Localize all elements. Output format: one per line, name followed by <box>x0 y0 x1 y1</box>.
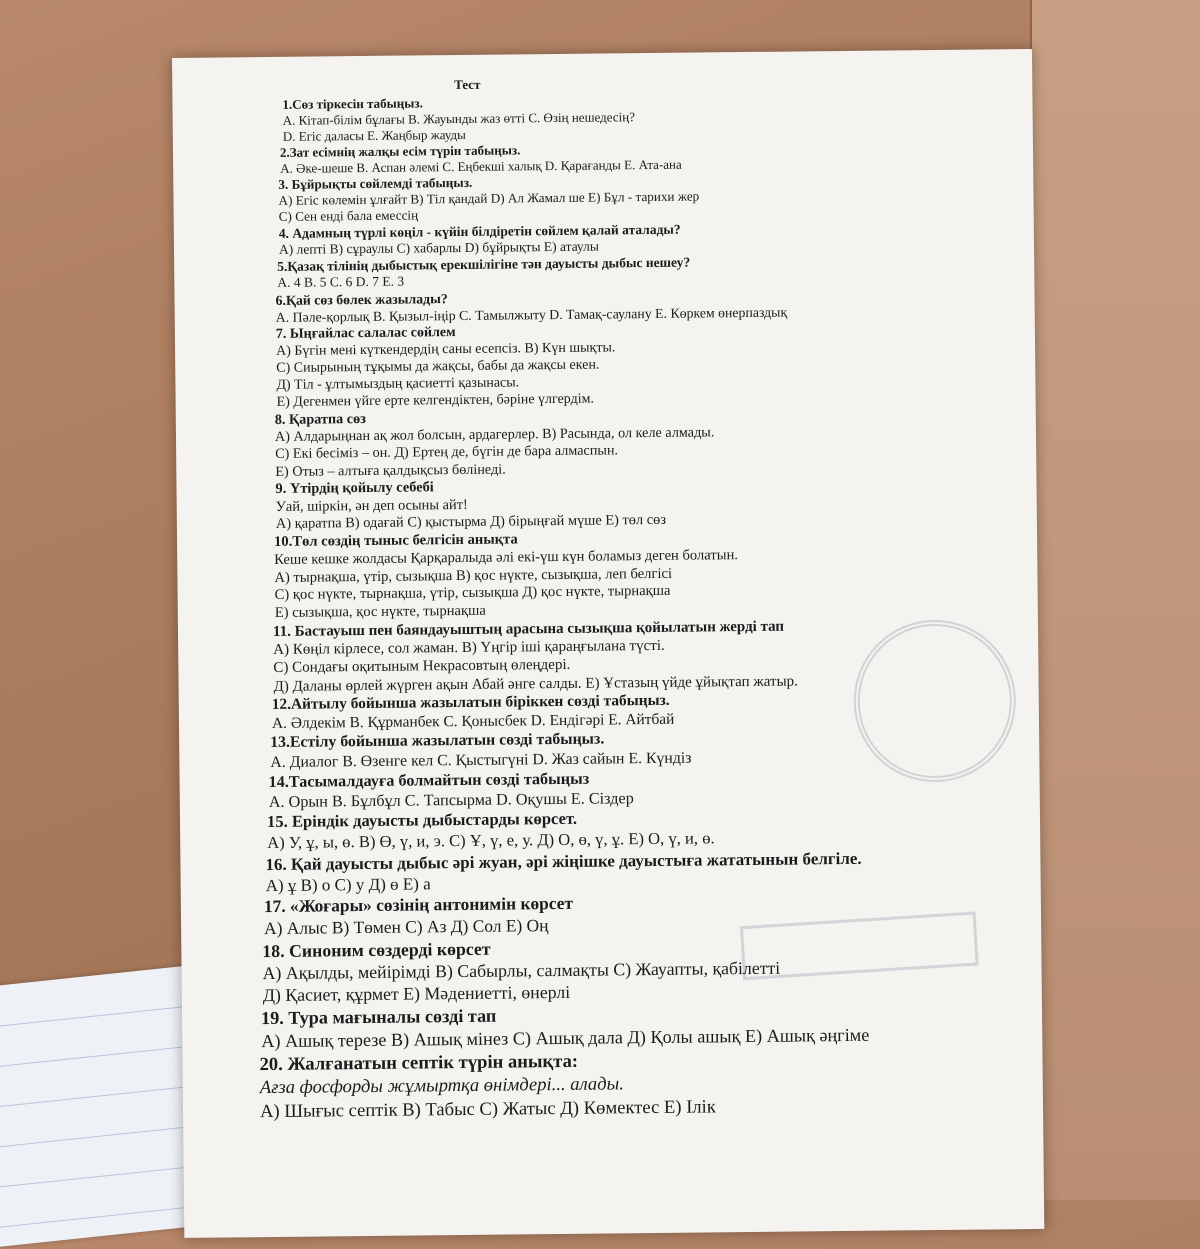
question-line: C) Сен енді бала емессің <box>278 207 419 225</box>
question-heading: 5.Қазақ тілінің дыбыстық ерекшілігіне тән дауысты дыбыс нешеу? <box>277 254 691 274</box>
question-line: A. Пәле-қорлық B. Қызыл-іңір C. Тамылжыту D. Тамақ-саулану E. Көркем өнерпаздық <box>275 304 788 325</box>
question-line: A) қаратпа B) одағай C) қыстырма Д) бірыңғай мүше E) төл сөз <box>275 512 667 533</box>
question-line: A. Әке-шеше B. Аспан әлемі C. Еңбекші халық D. Қарағанды E. Ата-ана <box>280 156 682 176</box>
question-1 <box>282 89 1012 145</box>
question-line: Д) Қасиет, құрмет E) Мәдениетті, өнерлі <box>262 982 571 1006</box>
question-line: A. Әлдекім B. Құрманбек C. Қонысбек D. Ендігәрі E. Айтбай <box>271 710 675 732</box>
question-heading: 15. Еріндік дауысты дыбыстарды көрсет. <box>266 809 578 832</box>
question-line: A) Шығыс септік B) Табыс C) Жатыс Д) Көмектес E) Ілік <box>259 1096 716 1123</box>
question-heading: 4. Адамның түрлі көңіл - күйін білдіретін сөйлем қалай аталады? <box>278 221 681 241</box>
question-line: Д) Даланы өрлей жүрген ақын Абай әнге салды. E) Ұстазың үйде ұйықтап жатыр. <box>273 673 798 695</box>
question-line: D. Егіс даласы E. Жаңбыр жауды <box>282 126 466 144</box>
question-line: A) Ашық терезе B) Ашық мінез C) Ашық дала Д) Қолы ашық E) Ашық әңгіме <box>261 1024 870 1051</box>
question-line: A) У, ұ, ы, ө. B) Ө, ү, и, э. C) Ұ, ү, е, у. Д) О, ө, ү, ұ. E) О, ү, и, ө. <box>267 828 715 853</box>
question-line: A) Бүгін мені күткендердің саны есепсіз. B) Күн шықты. <box>275 340 616 359</box>
question-heading: 18. Синоним сөздерді көрсет <box>262 938 491 961</box>
question-line: A) тырнақша, үтір, сызықша B) қос нүкте, сызықша, леп белгісі <box>274 565 673 586</box>
desk-edge <box>1030 0 1200 1200</box>
question-line: A. Орын B. Бұлбұл C. Тапсырма D. Оқушы E. Сіздер <box>268 789 634 812</box>
question-19 <box>261 999 1022 1053</box>
question-heading: 3. Бұйрықты сөйлемді табыңыз. <box>278 174 473 192</box>
question-heading: 2.Зат есімнің жалқы есім түрін табыңыз. <box>279 142 521 160</box>
question-10 <box>274 526 1018 623</box>
question-heading: 1.Сөз тіркесін табыңыз. <box>282 95 423 112</box>
question-line: Уай, шіркін, ән деп осыны айт! <box>275 496 468 515</box>
question-11 <box>273 615 1019 696</box>
question-line: A) Ақылды, мейірімді B) Сабырлы, салмақты C) Жауапты, қабілетті <box>262 957 781 984</box>
question-line: A. 4 B. 5 C. 6 D. 7 E. 3 <box>277 273 405 291</box>
question-7 <box>276 318 1016 412</box>
question-line: Кеше кешке жолдасы Қарқаралыда әлі екі-үш күн боламыз деген болатын. <box>274 546 739 568</box>
question-heading: 16. Қай дауысты дыбыс әрі жуан, әрі жіңішке дауыстыға жататынын белгіле. <box>265 848 862 874</box>
question-line: A) Көңіл кірлесе, сол жаман. B) Үңгір іші қараңғылана түсті. <box>273 638 665 659</box>
question-heading: 9. Үтірдің қойылу себебі <box>275 479 434 498</box>
test-sheet <box>172 49 1044 1238</box>
question-9 <box>275 473 1017 534</box>
question-3 <box>278 169 1013 225</box>
question-heading: 12.Айтылу бойынша жазылатын біріккен сөзді табыңыз. <box>271 691 670 713</box>
question-heading: 11. Бастауыш пен баяндауыштың арасына сызықша қойылатын жерді тап <box>272 618 785 640</box>
question-heading: 10.Төл сөздің тыныс белгісін анықта <box>273 531 518 550</box>
test-content <box>259 71 1023 1123</box>
question-heading: 8. Қаратпа сөз <box>274 410 366 428</box>
question-18 <box>262 932 1022 1007</box>
question-line: A) Алдарыңнан ақ жол болсын, ардагерлер. B) Расында, ол келе алмады. <box>274 424 715 445</box>
question-line: A) лепті B) сұраулы C) хабарлы D) бұйрықты E) атаулы <box>278 238 600 257</box>
question-line: E) Дегенмен үйге ерте келгендіктен, бәріне үлгердім. <box>276 392 595 411</box>
question-heading: 13.Естілу бойынша жазылатын сөзді табыңыз. <box>270 730 605 752</box>
question-line: C) қос нүкте, тырнақша, үтір, сызықша Д) қос нүкте, тырнақша <box>274 583 671 604</box>
question-heading: 6.Қай сөз бөлек жазылады? <box>275 290 448 308</box>
question-line: C) Сиырының тұқымы да жақсы, бабы да жақсы екен. <box>276 357 600 376</box>
question-20 <box>259 1045 1023 1124</box>
question-line: A) Алыс B) Төмен C) Аз Д) Сол E) Оң <box>264 914 549 938</box>
question-heading: 20. Жалғанатын септік түрін анықта: <box>259 1050 579 1075</box>
question-heading: 17. «Жоғары» сөзінің антонимін көрсет <box>263 892 574 917</box>
question-line: A) Егіс көлемін ұлғайт B) Тіл қандай D) Ал Жамал ше E) Бұл - тарихи жер <box>278 188 700 209</box>
question-line: A. Диалог B. Өзенге кел C. Қыстыгүні D. Жаз сайын E. Күндіз <box>270 749 692 771</box>
question-line: Ағза фосфорды жұмыртқа өнімдері... алады. <box>259 1073 624 1099</box>
question-line: Д) Тіл - ұлтымыздың қасиетті қазынасы. <box>276 375 520 394</box>
question-line: C) Сондағы оқитыным Некрасовтың өлеңдері. <box>273 657 571 677</box>
test-title: Тест <box>454 76 481 93</box>
question-line: A. Кітап-білім бұлағы B. Жауынды жаз өтті C. Өзің нешедесің? <box>282 109 636 128</box>
question-heading: 14.Тасымалдауға болмайтын сөзді табыңыз <box>268 770 590 792</box>
question-line: A) ұ B) о C) у Д) ө E) а <box>265 874 431 895</box>
question-line: C) Екі бесіміз – он. Д) Ертең де, бүгін де бара алмаспын. <box>275 442 619 463</box>
question-8 <box>275 404 1017 481</box>
question-heading: 7. Ыңғайлас салалас сөйлем <box>275 324 456 342</box>
question-line: E) Отыз – алтыға қалдықсыз бөлінеді. <box>275 461 506 480</box>
question-heading: 19. Тура мағыналы сөзді тап <box>260 1005 497 1028</box>
question-line: E) сызықша, қос нүкте, тырнақша <box>274 602 486 622</box>
